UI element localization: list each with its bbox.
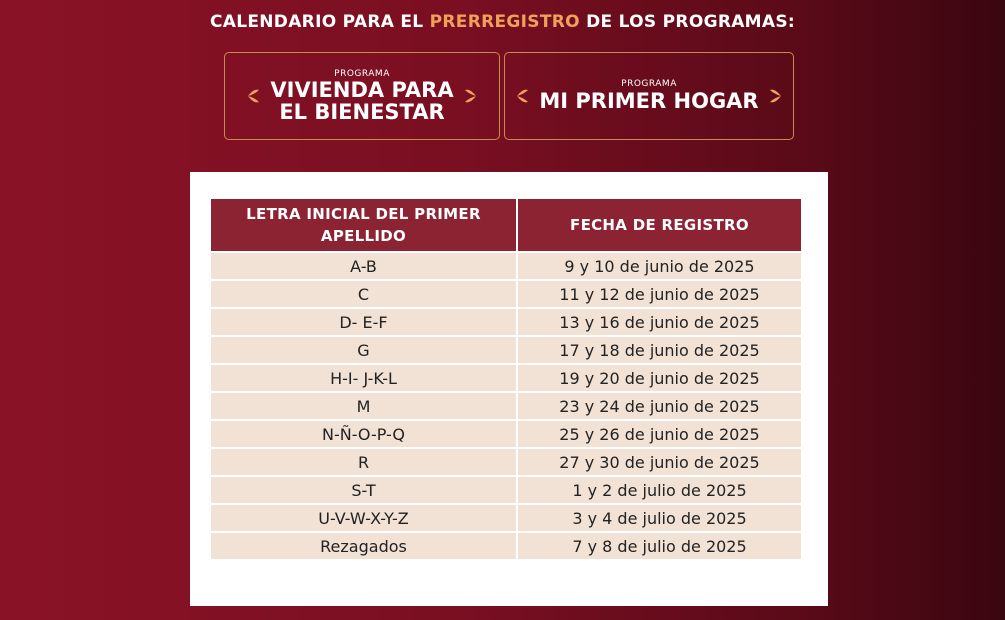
headline-accent: PRERREGISTRO xyxy=(429,12,580,32)
letter-cell: D- E-F xyxy=(211,308,517,336)
table-row xyxy=(211,448,801,476)
date-cell: 1 y 2 de julio de 2025 xyxy=(517,476,801,504)
program-title-line2: EL BIENESTAR xyxy=(279,100,445,124)
date-cell: 13 y 16 de junio de 2025 xyxy=(517,308,801,336)
letter-cell: S-T xyxy=(211,476,517,504)
program-kicker: PROGRAMA xyxy=(334,69,390,79)
table-header-row xyxy=(211,199,801,252)
table-row xyxy=(211,364,801,392)
program-title: MI PRIMER HOGAR xyxy=(539,89,759,113)
date-cell: 19 y 20 de junio de 2025 xyxy=(517,364,801,392)
header-registration-date: FECHA DE REGISTRO xyxy=(517,199,801,252)
date-cell: 25 y 26 de junio de 2025 xyxy=(517,420,801,448)
date-cell: 23 y 24 de junio de 2025 xyxy=(517,392,801,420)
table-row xyxy=(211,420,801,448)
table-row xyxy=(211,392,801,420)
date-cell: 17 y 18 de junio de 2025 xyxy=(517,336,801,364)
table-row xyxy=(211,252,801,280)
letter-cell: C xyxy=(211,280,517,308)
date-cell: 27 y 30 de junio de 2025 xyxy=(517,448,801,476)
program-title-line1: VIVIENDA PARA xyxy=(270,78,454,102)
wheat-left-icon xyxy=(244,86,264,106)
headline-part1: CALENDARIO PARA EL xyxy=(210,12,430,32)
program-vivienda-badge xyxy=(224,52,500,140)
table-row xyxy=(211,532,801,559)
header-initial-letter: LETRA INICIAL DEL PRIMER APELLIDO xyxy=(211,199,517,252)
letter-cell: G xyxy=(211,336,517,364)
date-cell: 9 y 10 de junio de 2025 xyxy=(517,252,801,280)
page-headline xyxy=(0,12,1005,32)
letter-cell: N-Ñ-O-P-Q xyxy=(211,420,517,448)
letter-cell: R xyxy=(211,448,517,476)
headline-part2: DE LOS PROGRAMAS: xyxy=(579,12,795,32)
schedule-card xyxy=(190,172,828,606)
wheat-right-icon xyxy=(460,86,480,106)
table-row xyxy=(211,308,801,336)
table-row xyxy=(211,280,801,308)
date-cell: 3 y 4 de julio de 2025 xyxy=(517,504,801,532)
letter-cell: H-I- J-K-L xyxy=(211,364,517,392)
date-cell: 7 y 8 de julio de 2025 xyxy=(517,532,801,559)
program-mi-primer-hogar-badge xyxy=(504,52,794,140)
wheat-left-icon xyxy=(513,86,533,106)
letter-cell: Rezagados xyxy=(211,532,517,559)
program-kicker: PROGRAMA xyxy=(621,79,677,89)
table-row xyxy=(211,504,801,532)
letter-cell: M xyxy=(211,392,517,420)
registration-schedule-table xyxy=(211,199,801,559)
letter-cell: U-V-W-X-Y-Z xyxy=(211,504,517,532)
letter-cell: A-B xyxy=(211,252,517,280)
table-row xyxy=(211,336,801,364)
wheat-right-icon xyxy=(765,86,785,106)
date-cell: 11 y 12 de junio de 2025 xyxy=(517,280,801,308)
table-row xyxy=(211,476,801,504)
